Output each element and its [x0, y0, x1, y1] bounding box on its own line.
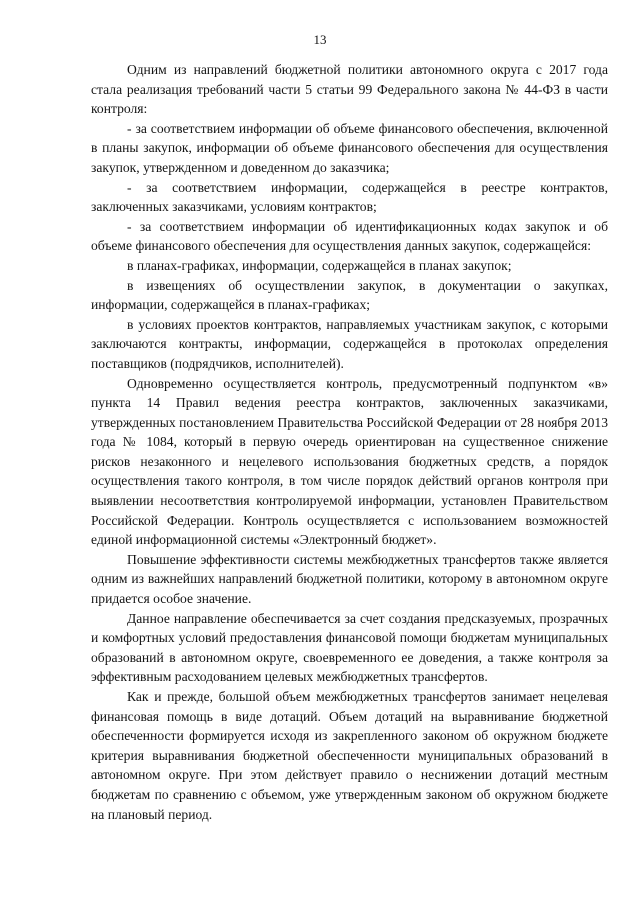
paragraph-subsidies-volume: Как и прежде, большой объем межбюджетных трансфертов занимает нецелевая финансовая помощь в виде дотаций. Объем дотаций на выравнивание бюджетной обеспеченности формируется исходя из закрепленного законом об окружном бюджете критерия выравнивания бюджетной обеспеченности муниципальных образований в автономном округе. При этом действует правило о неснижении дотаций местным бюджетам по сравнению с объемом, уже утвержденным законом об окружном бюджете на плановый период. [91, 689, 608, 822]
sub-item-schedule-plans: в планах-графиках, информации, содержащейся в планах закупок; [127, 257, 512, 273]
sub-item-procurement-notices: в извещениях об осуществлении закупок, в документации о закупках, информации, содержащейся в планах-графиках; [91, 277, 608, 313]
list-item-identification-codes: - за соответствием информации об идентификационных кодах закупок и об объеме финансового обеспечения для осуществления данных закупок, содержащейся: [91, 218, 608, 254]
page-number: 13 [313, 32, 327, 47]
paragraph-registry-control: Одновременно осуществляется контроль, предусмотренный подпунктом «в» пункта 14 Правил ведения реестра контрактов, заключенных заказчиками, утвержденных постановлением Правительства Российской Федерации от 28 ноября 2013 года № 1084, который в первую очередь ориентирован на существенное снижение рисков незаконного и нецелевого использования бюджетных средств, а порядок осуществления такого контроля, в том числе порядок действий органов контроля при выявлении несоответствия контролируемой информации, установлен Правительством Российской Федерации. Контроль осуществляется с использованием возможностей единой информационной системы «Электронный бюджет». [91, 375, 608, 548]
list-item-contracts-registry: - за соответствием информации, содержащейся в реестре контрактов, заключенных заказчиками, условиям контрактов; [91, 179, 608, 215]
body-text [91, 60, 608, 824]
list-item-financial-volume: - за соответствием информации об объеме финансового обеспечения, включенной в планы закупок, информации об объеме финансового обеспечения для осуществления закупок, утвержденном и доведенном до заказчика; [91, 120, 608, 175]
paragraph-predictable-conditions: Данное направление обеспечивается за счет создания предсказуемых, прозрачных и комфортных условий предоставления финансовой помощи бюджетам муниципальных образований в автономном округе, своевременного ее доведения, а также контроля за эффективным расходованием целевых межбюджетных трансфертов. [91, 610, 608, 685]
sub-item-draft-contracts: в условиях проектов контрактов, направляемых участникам закупок, с которыми заключаются контракты, информации, содержащейся в протоколах определения поставщиков (подрядчиков, исполнителей). [91, 316, 608, 371]
paragraph-transfers-efficiency: Повышение эффективности системы межбюджетных трансфертов также является одним из важнейших направлений бюджетной политики, которому в автономном округе придается особое значение. [91, 551, 608, 607]
intro-paragraph: Одним из направлений бюджетной политики автономного округа с 2017 года стала реализация требований части 5 статьи 99 Федерального закона № 44-ФЗ в части контроля: [91, 62, 608, 117]
